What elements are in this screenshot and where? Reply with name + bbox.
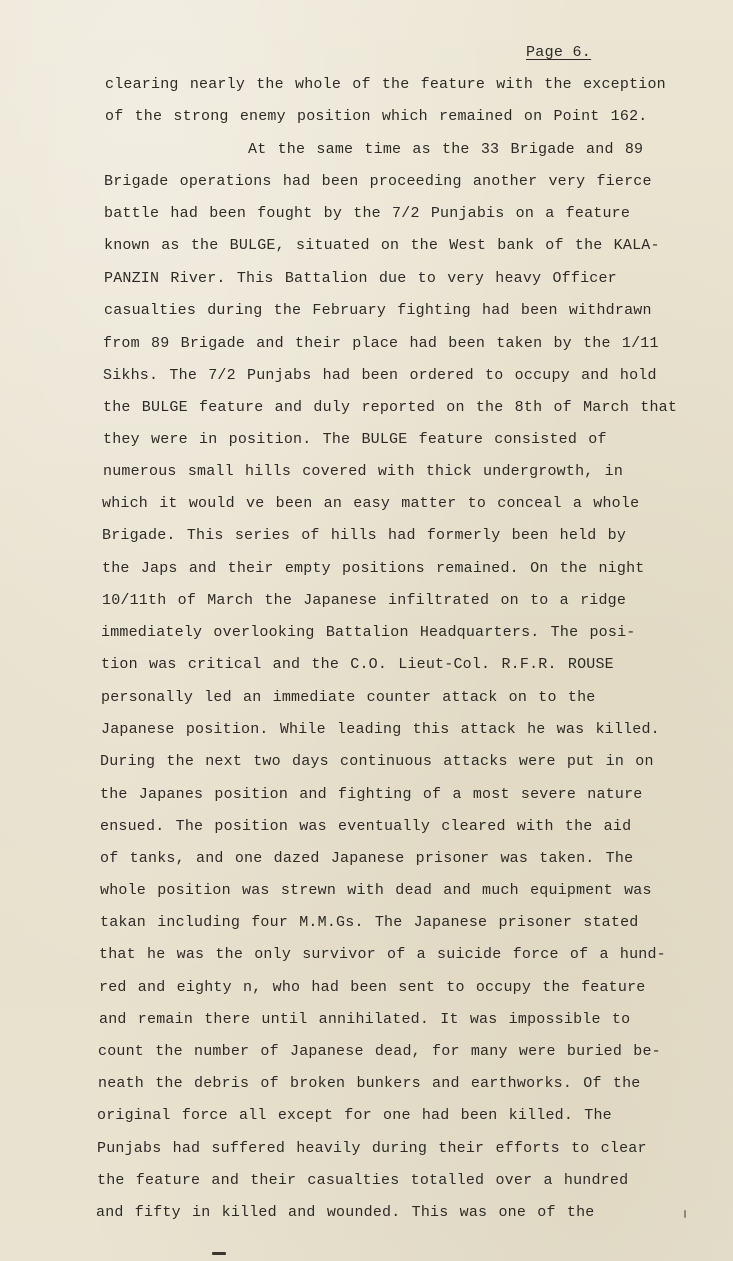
ink-mark — [684, 1210, 686, 1218]
text-line: Sikhs. The 7/2 Punjabs had been ordered to occupy and hold — [103, 367, 657, 384]
text-line: they were in position. The BULGE feature consisted of — [103, 431, 607, 448]
text-line: count the number of Japanese dead, for many were buried be- — [98, 1043, 661, 1060]
text-line: battle had been fought by the 7/2 Punjabis on a feature — [104, 205, 631, 222]
text-line: personally led an immediate counter attack on to the — [101, 689, 596, 706]
text-line: tion was critical and the C.O. Lieut-Col. R.F.R. ROUSE — [101, 656, 614, 673]
text-line: and fifty in killed and wounded. This was one of the — [96, 1204, 595, 1221]
text-line: of tanks, and one dazed Japanese prisoner was taken. The — [100, 850, 634, 867]
text-line: Brigade. This series of hills had formerly been held by — [102, 527, 627, 544]
page-number: Page 6. — [526, 44, 592, 61]
text-line: At the same time as the 33 Brigade and 89 — [248, 141, 644, 158]
text-line: Punjabs had suffered heavily during their efforts to clear — [97, 1140, 647, 1157]
text-line: PANZIN River. This Battalion due to very heavy Officer — [104, 270, 617, 287]
text-line: clearing nearly the whole of the feature with the exception — [105, 76, 666, 93]
text-line: whole position was strewn with dead and much equipment was — [100, 882, 652, 899]
text-line: red and eighty n, who had been sent to occupy the feature — [99, 979, 646, 996]
text-line: and remain there until annihilated. It was impossible to — [99, 1011, 631, 1028]
text-line: of the strong enemy position which remained on Point 162. — [105, 108, 648, 125]
text-line: the feature and their casualties totalled over a hundred — [97, 1172, 629, 1189]
text-line: numerous small hills covered with thick undergrowth, in — [103, 463, 624, 480]
text-line: which it would ve been an easy matter to conceal a whole — [102, 495, 640, 512]
text-line: neath the debris of broken bunkers and earthworks. Of the — [98, 1075, 641, 1092]
text-line: takan including four M.M.Gs. The Japanese prisoner stated — [100, 914, 639, 931]
text-line: that he was the only survivor of a suicide force of a hund- — [99, 946, 666, 963]
text-line: the Japs and their empty positions remained. On the night — [102, 560, 645, 577]
ink-mark — [212, 1252, 226, 1255]
text-line: the BULGE feature and duly reported on the 8th of March that — [103, 399, 678, 416]
text-line: 10/11th of March the Japanese infiltrated on to a ridge — [102, 592, 627, 609]
text-line: from 89 Brigade and their place had been taken by the 1/11 — [103, 335, 659, 352]
text-line: Japanese position. While leading this attack he was killed. — [101, 721, 660, 738]
text-line: known as the BULGE, situated on the West bank of the KALA- — [104, 237, 660, 254]
text-line: ensued. The position was eventually cleared with the aid — [100, 818, 632, 835]
text-line: the Japanes position and fighting of a most severe nature — [100, 786, 643, 803]
text-line: immediately overlooking Battalion Headquarters. The posi- — [101, 624, 636, 641]
text-line: original force all except for one had been killed. The — [97, 1107, 612, 1124]
text-line: casualties during the February fighting had been withdrawn — [104, 302, 652, 319]
text-line: During the next two days continuous attacks were put in on — [100, 753, 654, 770]
text-line: Brigade operations had been proceeding another very fierce — [104, 173, 652, 190]
